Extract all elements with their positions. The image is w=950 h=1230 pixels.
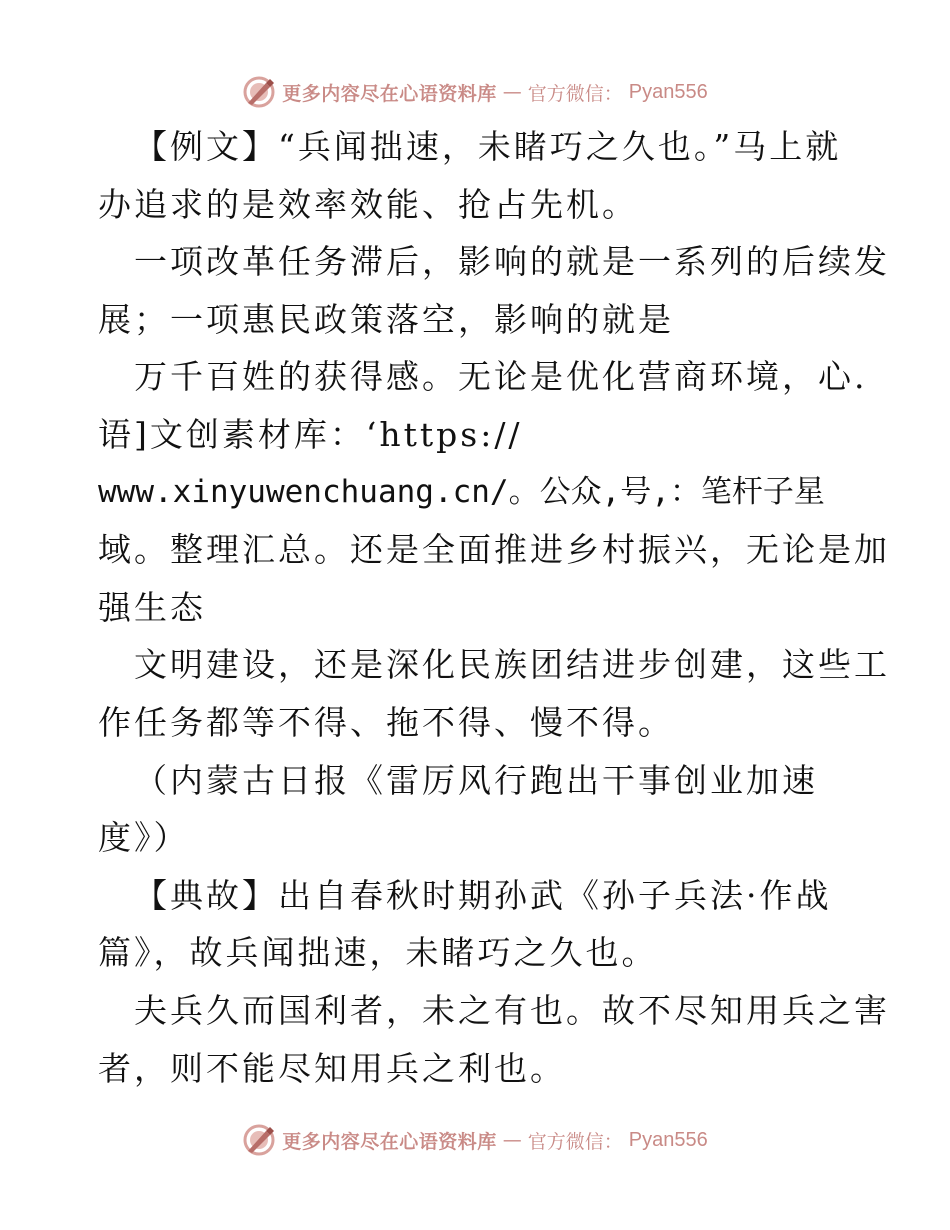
footer-wechat-label: 官方微信： <box>527 1130 623 1153</box>
pen-logo-icon <box>242 75 276 109</box>
pen-logo-icon <box>242 1123 276 1157</box>
text-line: 作任务都等不得、拖不得、慢不得。 <box>98 702 674 742</box>
text-line: 万千百姓的获得感。无论是优化营商环境，心. <box>134 357 868 397</box>
header-wechat-id: Pyan556 <box>628 80 708 103</box>
text-line: 【例文】“兵闻拙速，未睹巧之久也。”马上就 <box>134 127 842 166</box>
text-line: 一项改革任务滞后，影响的就是一系列的后续发 <box>134 242 890 282</box>
url-line: www.xinyuwenchuang.cn/。公众,号,：笔杆子星 <box>98 473 825 510</box>
text-line: 【典故】出自春秋时期孙武《孙子兵法·作战 <box>134 875 832 915</box>
footer-watermark <box>0 1118 950 1162</box>
text-line: 篇》，故兵闻拙速，未睹巧之久也。 <box>98 933 658 973</box>
footer-separator: — <box>502 1129 522 1151</box>
text-line: （内蒙古日报《雷厉风行跑出干事创业加速 <box>134 760 818 800</box>
text-line: 办追求的是效率效能、抢占先机。 <box>98 184 638 224</box>
text-line: 夫兵久而国利者，未之有也。故不尽知用兵之害 <box>134 990 890 1030</box>
header-site-text: 更多内容尽在心语资料库 <box>282 82 497 105</box>
header-separator: — <box>502 81 522 103</box>
document-body <box>98 118 890 1097</box>
text-line: 强生态 <box>98 587 206 627</box>
text-line: 语]文创素材库：‘https:// <box>98 414 523 454</box>
footer-site-text: 更多内容尽在心语资料库 <box>282 1130 497 1153</box>
text-line: 文明建设，还是深化民族团结进步创建，这些工 <box>134 645 890 685</box>
text-line: 域。整理汇总。还是全面推进乡村振兴，无论是加 <box>98 530 890 570</box>
text-line: 展；一项惠民政策落空，影响的就是 <box>98 299 674 339</box>
header-wechat-label: 官方微信： <box>527 82 623 105</box>
footer-wechat-id: Pyan556 <box>628 1128 708 1151</box>
text-line: 度》） <box>98 818 190 858</box>
header-watermark <box>0 70 950 114</box>
text-line: 者，则不能尽知用兵之利也。 <box>98 1048 566 1088</box>
